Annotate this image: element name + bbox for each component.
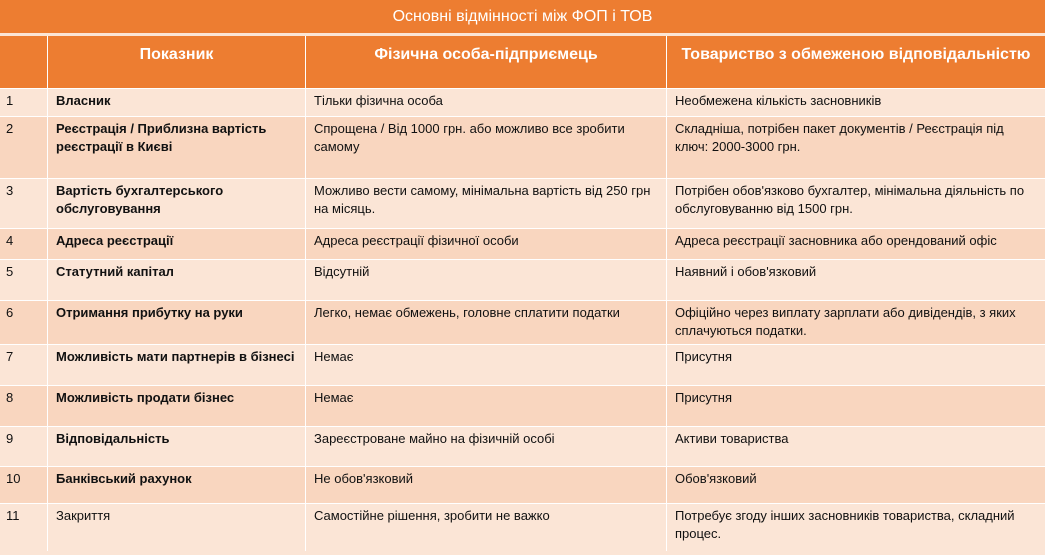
- table-row: [0, 300, 1045, 344]
- row-number: 3: [0, 178, 47, 228]
- row-fop-value: Тільки фізична особа: [305, 88, 666, 116]
- row-indicator: Закриття: [47, 503, 305, 551]
- row-indicator: Вартість бухгалтерського обслуговування: [47, 178, 305, 228]
- row-fop-value: Немає: [305, 385, 666, 426]
- comparison-table: [0, 36, 1045, 551]
- table-row: [0, 344, 1045, 385]
- row-number: 6: [0, 300, 47, 344]
- row-fop-value: Спрощена / Від 1000 грн. або можливо все зробити самому: [305, 116, 666, 178]
- row-indicator: Адреса реєстрації: [47, 228, 305, 259]
- table-row: [0, 466, 1045, 503]
- row-fop-value: Не обов'язковий: [305, 466, 666, 503]
- row-tov-value: Потребує згоду інших засновників товариства, складний процес.: [666, 503, 1045, 551]
- row-tov-value: Потрібен обов'язково бухгалтер, мінімальна діяльність по обслуговуванню від 1500 грн.: [666, 178, 1045, 228]
- row-indicator: Можливість продати бізнес: [47, 385, 305, 426]
- row-fop-value: Адреса реєстрації фізичної особи: [305, 228, 666, 259]
- table-row: [0, 178, 1045, 228]
- row-tov-value: Активи товариства: [666, 426, 1045, 466]
- row-indicator: Можливість мати партнерів в бізнесі: [47, 344, 305, 385]
- row-number: 8: [0, 385, 47, 426]
- row-fop-value: Легко, немає обмежень, головне сплатити податки: [305, 300, 666, 344]
- column-header-tov: Товариство з обмеженою відповідальністю: [666, 36, 1045, 88]
- row-indicator: Відповідальність: [47, 426, 305, 466]
- column-header-indicator: Показник: [47, 36, 305, 88]
- column-header-number: [0, 36, 47, 88]
- row-indicator: Банківський рахунок: [47, 466, 305, 503]
- row-number: 4: [0, 228, 47, 259]
- row-indicator: Власник: [47, 88, 305, 116]
- row-tov-value: Обов'язковий: [666, 466, 1045, 503]
- row-tov-value: Присутня: [666, 385, 1045, 426]
- row-fop-value: Немає: [305, 344, 666, 385]
- row-number: 9: [0, 426, 47, 466]
- row-fop-value: Можливо вести самому, мінімальна вартість від 250 грн на місяць.: [305, 178, 666, 228]
- table-row: [0, 385, 1045, 426]
- table-row: [0, 88, 1045, 116]
- row-indicator: Статутний капітал: [47, 259, 305, 300]
- row-number: 11: [0, 503, 47, 551]
- table-row: [0, 116, 1045, 178]
- table-row: [0, 228, 1045, 259]
- row-tov-value: Складніша, потрібен пакет документів / Реєстрація під ключ: 2000-3000 грн.: [666, 116, 1045, 178]
- row-tov-value: Необмежена кількість засновників: [666, 88, 1045, 116]
- row-number: 1: [0, 88, 47, 116]
- table-row: [0, 259, 1045, 300]
- row-fop-value: Зареєстроване майно на фізичній особі: [305, 426, 666, 466]
- row-number: 10: [0, 466, 47, 503]
- page-title: Основні відмінності між ФОП і ТОВ: [0, 0, 1045, 33]
- table-header-row: [0, 36, 1045, 88]
- row-tov-value: Адреса реєстрації засновника або орендований офіс: [666, 228, 1045, 259]
- table-row: [0, 426, 1045, 466]
- row-tov-value: Присутня: [666, 344, 1045, 385]
- row-indicator: Реєстрація / Приблизна вартість реєстрації в Києві: [47, 116, 305, 178]
- row-number: 5: [0, 259, 47, 300]
- row-indicator: Отримання прибутку на руки: [47, 300, 305, 344]
- table-row: [0, 503, 1045, 551]
- row-number: 2: [0, 116, 47, 178]
- row-fop-value: Відсутній: [305, 259, 666, 300]
- row-tov-value: Офіційно через виплату зарплати або дивідендів, з яких сплачуються податки.: [666, 300, 1045, 344]
- column-header-fop: Фізична особа-підприємець: [305, 36, 666, 88]
- row-number: 7: [0, 344, 47, 385]
- row-fop-value: Самостійне рішення, зробити не важко: [305, 503, 666, 551]
- row-tov-value: Наявний і обов'язковий: [666, 259, 1045, 300]
